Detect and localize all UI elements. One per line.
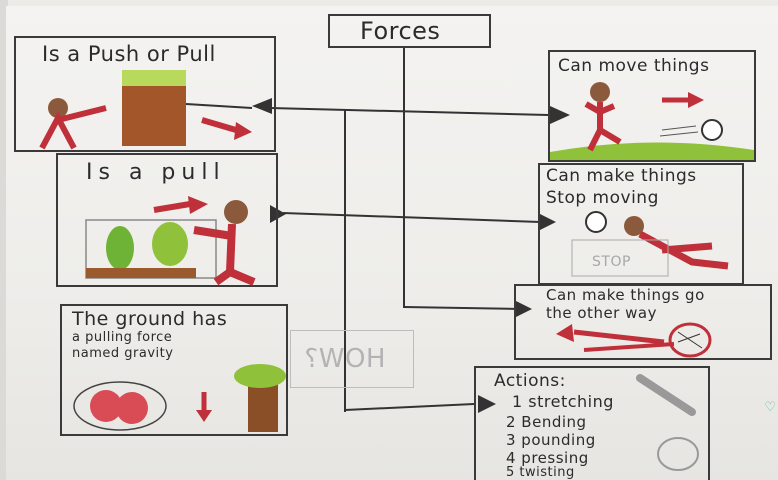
- pull-drawing: [58, 186, 278, 286]
- stop-scribble: STOP: [592, 254, 631, 270]
- label-pull: Is a pull: [86, 160, 226, 185]
- label-gravity-2: a pulling force: [72, 330, 173, 345]
- label-other-way-1: Can make things go: [546, 286, 705, 304]
- action-item-3: 3 pounding: [506, 431, 596, 449]
- action-item-4: 4 pressing: [506, 449, 589, 467]
- label-stop-2: Stop moving: [546, 188, 659, 208]
- label-gravity-3: named gravity: [72, 346, 174, 361]
- label-move: Can move things: [558, 56, 710, 76]
- move-drawing: [550, 78, 754, 160]
- diagram-title: Forces: [360, 17, 441, 45]
- label-stop-1: Can make things: [546, 166, 697, 186]
- how-scribble: HOW?: [304, 344, 386, 374]
- action-item-2: 2 Bending: [506, 413, 587, 431]
- actions-heading: Actions:: [494, 371, 566, 391]
- margin-scribble: ♡: [764, 400, 776, 415]
- gravity-drawing: [62, 362, 290, 434]
- action-item-5: 5 twisting: [506, 465, 575, 480]
- stop-drawing: [542, 210, 742, 282]
- label-push-pull: Is a Push or Pull: [42, 42, 216, 66]
- other-way-drawing: [544, 320, 764, 360]
- label-other-way-2: the other way: [546, 304, 657, 322]
- actions-drawing: [626, 368, 706, 478]
- action-item-1: 1 stretching: [512, 392, 614, 411]
- label-gravity-1: The ground has: [72, 308, 228, 330]
- push-drawing: [16, 56, 276, 156]
